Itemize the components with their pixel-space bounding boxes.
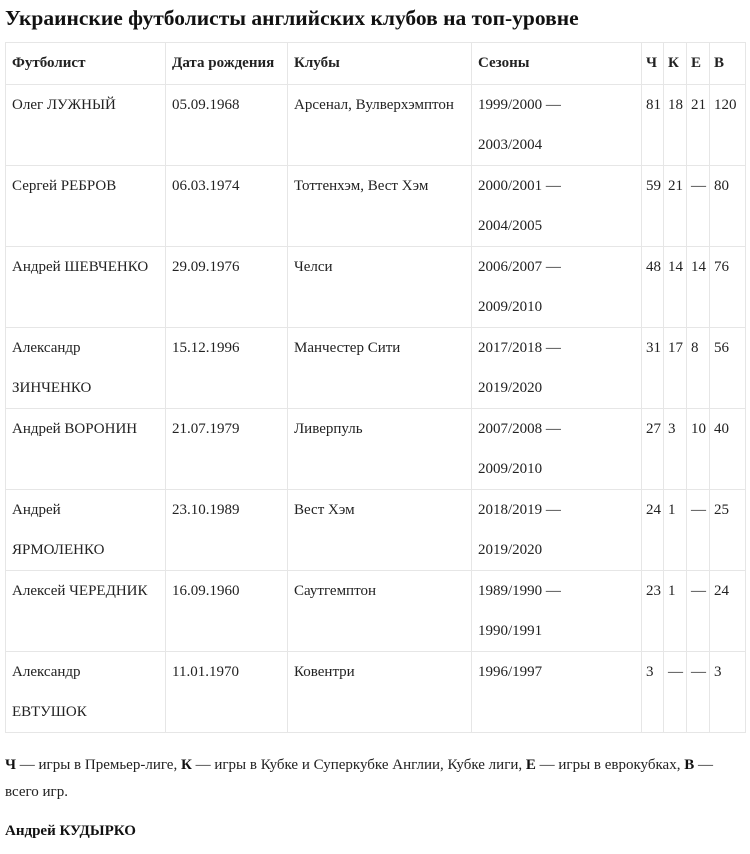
- cell-player-text: Сергей РЕБРОВ: [12, 178, 117, 194]
- table-row: [6, 166, 746, 247]
- cell-ch-text: 3: [646, 664, 654, 680]
- cell-ch: [642, 247, 664, 328]
- cell-v: [710, 652, 746, 733]
- cell-clubs-text: Вест Хэм: [294, 502, 355, 518]
- cell-e: [687, 166, 710, 247]
- table-row: [6, 490, 746, 571]
- cell-seasons: [472, 409, 642, 490]
- cell-seasons-text: 2009/2010: [478, 299, 543, 315]
- legend-key-v: В: [684, 757, 695, 773]
- cell-v-text: 120: [714, 97, 737, 113]
- cell-v-text: 24: [714, 583, 729, 599]
- cell-ch-text: 31: [646, 340, 661, 356]
- column-header-ch: Ч: [642, 43, 664, 85]
- table-row: [6, 652, 746, 733]
- cell-clubs-text: Тоттенхэм, Вест Хэм: [294, 178, 429, 194]
- cell-seasons: [472, 490, 642, 571]
- cell-k: [664, 652, 687, 733]
- cell-v-text: 80: [714, 178, 729, 194]
- cell-v-text: 3: [714, 664, 722, 680]
- cell-ch-text: 48: [646, 259, 661, 275]
- cell-e-text: 14: [691, 259, 706, 275]
- table-row: [6, 328, 746, 409]
- cell-birth-text: 06.03.1974: [172, 178, 240, 194]
- cell-v: [710, 490, 746, 571]
- cell-k-text: 21: [668, 178, 683, 194]
- cell-e: [687, 247, 710, 328]
- cell-seasons: [472, 166, 642, 247]
- legend-key-ch: Ч: [5, 757, 17, 773]
- cell-birth-text: 29.09.1976: [172, 259, 240, 275]
- cell-seasons-text: 2006/2007 —: [478, 259, 561, 275]
- cell-player-text: Александр: [12, 340, 81, 356]
- cell-seasons-text: 1990/1991: [478, 623, 543, 639]
- cell-birth-text: 21.07.1979: [172, 421, 240, 437]
- cell-e: [687, 652, 710, 733]
- cell-seasons-text: 2018/2019 —: [478, 502, 561, 518]
- cell-clubs-text: Манчестер Сити: [294, 340, 401, 356]
- column-header-e: Е: [687, 43, 710, 85]
- cell-clubs: [288, 85, 472, 166]
- column-header-seasons: Сезоны: [472, 43, 642, 85]
- cell-k: [664, 409, 687, 490]
- legend-text-e: — игры в еврокубках,: [535, 757, 685, 773]
- cell-birth: [166, 247, 288, 328]
- cell-k-text: 14: [668, 259, 683, 275]
- cell-player: [6, 166, 166, 247]
- legend-text-v: — всего игр.: [5, 757, 713, 800]
- cell-v: [710, 328, 746, 409]
- cell-player-text: Андрей ШЕВЧЕНКО: [12, 259, 149, 275]
- cell-k-text: 18: [668, 97, 683, 113]
- cell-e: [687, 409, 710, 490]
- cell-k-text: 1: [668, 502, 676, 518]
- column-header-player: Футболист: [6, 43, 166, 85]
- cell-k-text: —: [668, 664, 683, 680]
- cell-clubs-text: Арсенал, Вулверхэмптон: [294, 97, 454, 113]
- cell-k: [664, 490, 687, 571]
- cell-ch: [642, 166, 664, 247]
- cell-seasons-text: 1996/1997: [478, 664, 543, 680]
- cell-k: [664, 571, 687, 652]
- cell-seasons-text: 2003/2004: [478, 137, 543, 153]
- cell-player-text: Алексей ЧЕРЕДНИК: [12, 583, 148, 599]
- column-header-v: В: [710, 43, 746, 85]
- players-table: [5, 42, 746, 733]
- cell-clubs: [288, 328, 472, 409]
- cell-e: [687, 490, 710, 571]
- cell-ch-text: 24: [646, 502, 661, 518]
- cell-birth: [166, 490, 288, 571]
- column-header-birth: Дата рождения: [166, 43, 288, 85]
- cell-clubs: [288, 571, 472, 652]
- cell-clubs: [288, 652, 472, 733]
- cell-e-text: —: [691, 664, 706, 680]
- cell-k-text: 17: [668, 340, 683, 356]
- cell-v-text: 40: [714, 421, 729, 437]
- cell-e-text: —: [691, 502, 706, 518]
- cell-clubs-text: Ковентри: [294, 664, 355, 680]
- cell-birth: [166, 571, 288, 652]
- cell-seasons: [472, 328, 642, 409]
- cell-birth: [166, 85, 288, 166]
- legend-text-ch: — игры в Премьер-лиге,: [16, 757, 181, 773]
- cell-seasons-text: 2009/2010: [478, 461, 543, 477]
- cell-player: [6, 247, 166, 328]
- cell-player-text: Олег ЛУЖНЫЙ: [12, 97, 116, 113]
- cell-player: [6, 328, 166, 409]
- cell-v-text: 76: [714, 259, 729, 275]
- table-header-row: [6, 43, 746, 85]
- cell-birth: [166, 409, 288, 490]
- cell-ch: [642, 328, 664, 409]
- legend-key-e: Е: [525, 757, 536, 773]
- cell-k: [664, 166, 687, 247]
- cell-birth-text: 11.01.1970: [172, 664, 239, 680]
- cell-seasons-text: 2004/2005: [478, 218, 543, 234]
- cell-ch-text: 81: [646, 97, 661, 113]
- cell-birth-text: 23.10.1989: [172, 502, 240, 518]
- cell-e-text: 10: [691, 421, 706, 437]
- cell-v-text: 56: [714, 340, 729, 356]
- cell-ch: [642, 85, 664, 166]
- cell-seasons: [472, 85, 642, 166]
- cell-player-text: ЕВТУШОК: [12, 704, 87, 720]
- cell-birth: [166, 166, 288, 247]
- cell-v: [710, 571, 746, 652]
- cell-player: [6, 652, 166, 733]
- table-row: [6, 571, 746, 652]
- cell-seasons: [472, 652, 642, 733]
- cell-birth-text: 05.09.1968: [172, 97, 240, 113]
- cell-player-text: ЗИНЧЕНКО: [12, 380, 92, 396]
- cell-ch: [642, 571, 664, 652]
- cell-clubs-text: Ливерпуль: [294, 421, 363, 437]
- cell-ch-text: 23: [646, 583, 661, 599]
- cell-k: [664, 328, 687, 409]
- cell-ch: [642, 490, 664, 571]
- cell-e: [687, 571, 710, 652]
- cell-v: [710, 247, 746, 328]
- cell-e: [687, 328, 710, 409]
- cell-k-text: 1: [668, 583, 676, 599]
- table-legend: [5, 752, 745, 806]
- cell-birth-text: 16.09.1960: [172, 583, 240, 599]
- cell-player-text: ЯРМОЛЕНКО: [12, 542, 105, 558]
- cell-v: [710, 166, 746, 247]
- cell-player: [6, 571, 166, 652]
- cell-v-text: 25: [714, 502, 729, 518]
- cell-seasons: [472, 571, 642, 652]
- cell-v: [710, 409, 746, 490]
- cell-seasons-text: 2019/2020: [478, 542, 543, 558]
- cell-birth: [166, 652, 288, 733]
- cell-seasons-text: 2007/2008 —: [478, 421, 561, 437]
- cell-k: [664, 85, 687, 166]
- cell-seasons-text: 2019/2020: [478, 380, 543, 396]
- cell-e: [687, 85, 710, 166]
- cell-player-text: Александр: [12, 664, 81, 680]
- cell-player-text: Андрей: [12, 502, 61, 518]
- cell-birth-text: 15.12.1996: [172, 340, 240, 356]
- cell-clubs-text: Челси: [294, 259, 333, 275]
- cell-clubs: [288, 247, 472, 328]
- cell-k-text: 3: [668, 421, 676, 437]
- cell-seasons-text: 1999/2000 —: [478, 97, 561, 113]
- cell-e-text: —: [691, 583, 706, 599]
- column-header-clubs: Клубы: [288, 43, 472, 85]
- cell-seasons-text: 2017/2018 —: [478, 340, 561, 356]
- cell-e-text: 21: [691, 97, 706, 113]
- cell-k: [664, 247, 687, 328]
- cell-ch: [642, 409, 664, 490]
- cell-player: [6, 85, 166, 166]
- cell-clubs-text: Саутгемптон: [294, 583, 376, 599]
- column-header-k: К: [664, 43, 687, 85]
- cell-seasons: [472, 247, 642, 328]
- author-name: Андрей КУДЫРКО: [5, 823, 136, 839]
- page-title: Украинские футболисты английских клубов на топ-уровне: [5, 6, 579, 30]
- cell-clubs: [288, 490, 472, 571]
- cell-ch-text: 27: [646, 421, 661, 437]
- table-row: [6, 85, 746, 166]
- cell-e-text: 8: [691, 340, 699, 356]
- cell-ch: [642, 652, 664, 733]
- article: [5, 0, 745, 839]
- table-row: [6, 409, 746, 490]
- cell-clubs: [288, 409, 472, 490]
- cell-player-text: Андрей ВОРОНИН: [12, 421, 138, 437]
- table-row: [6, 247, 746, 328]
- cell-seasons-text: 1989/1990 —: [478, 583, 561, 599]
- cell-e-text: —: [691, 178, 706, 194]
- cell-player: [6, 409, 166, 490]
- cell-clubs: [288, 166, 472, 247]
- cell-v: [710, 85, 746, 166]
- legend-key-k: К: [180, 757, 192, 773]
- cell-ch-text: 59: [646, 178, 661, 194]
- legend-text-k: — игры в Кубке и Суперкубке Англии, Кубке лиги,: [191, 757, 526, 773]
- cell-birth: [166, 328, 288, 409]
- cell-seasons-text: 2000/2001 —: [478, 178, 561, 194]
- cell-player: [6, 490, 166, 571]
